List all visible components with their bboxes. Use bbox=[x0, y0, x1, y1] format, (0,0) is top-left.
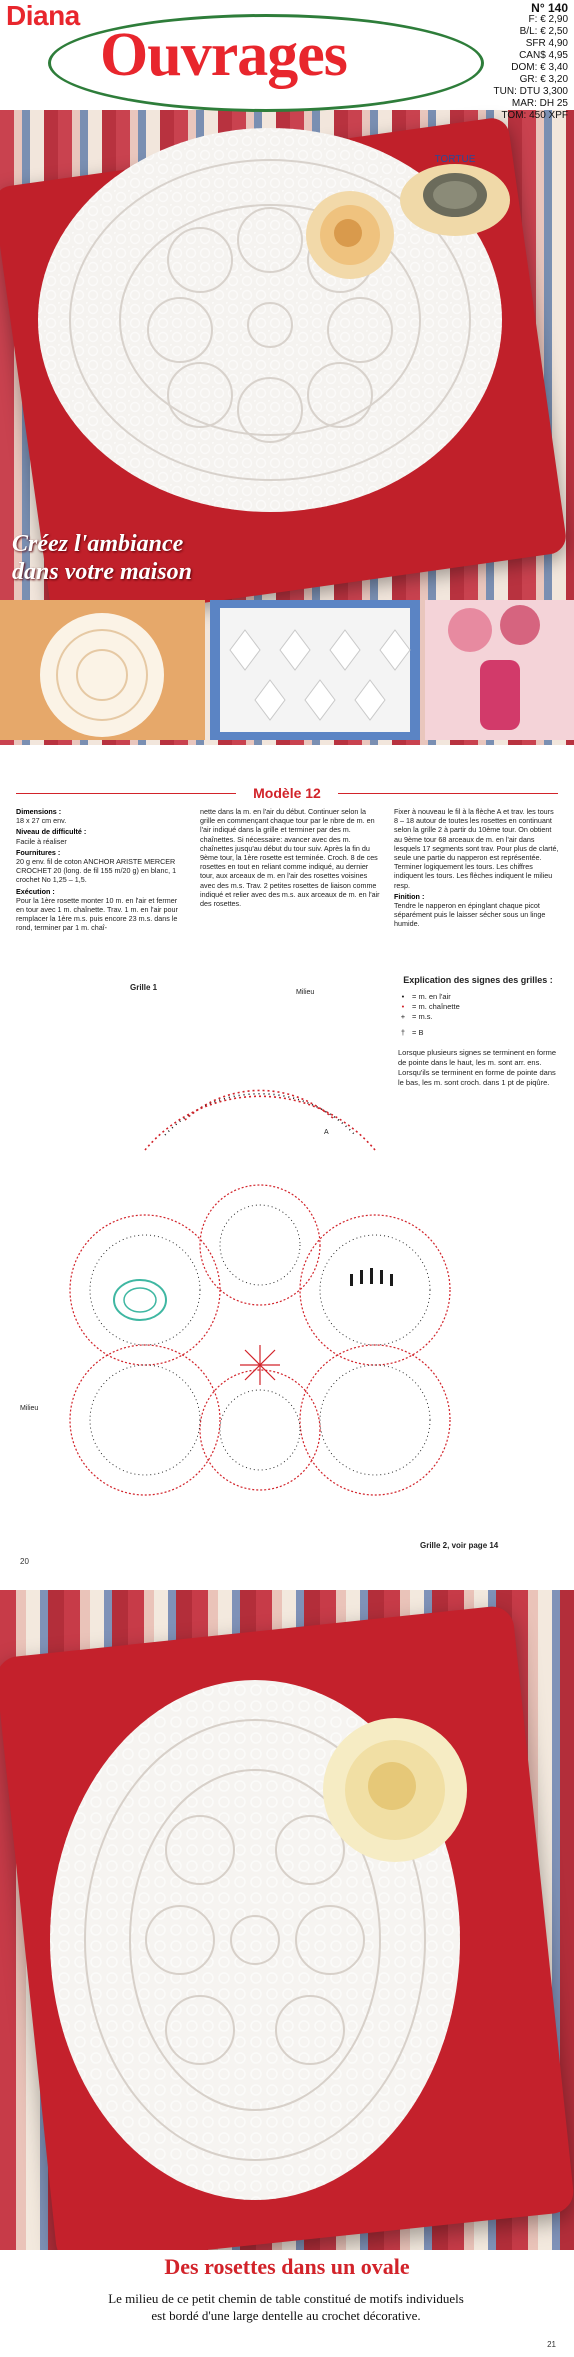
price-line: F: € 2,90 bbox=[528, 14, 568, 25]
legend-text: = m.s. bbox=[412, 1012, 433, 1021]
execution-label: Exécution : bbox=[16, 886, 55, 896]
price-line: MAR: DH 25 bbox=[511, 98, 568, 109]
model-title: Modèle 12 bbox=[253, 785, 321, 801]
price-line: GR: € 3,20 bbox=[519, 74, 568, 85]
legend-row bbox=[398, 992, 558, 1002]
difficulty-label: Niveau de difficulté : bbox=[16, 827, 87, 837]
supplies-label: Fournitures : bbox=[16, 847, 61, 857]
tagline-line: dans votre maison bbox=[12, 559, 193, 585]
milieu-top-label: Milieu bbox=[296, 989, 315, 996]
legend-text: = m. en l'air bbox=[412, 992, 451, 1001]
legend-row bbox=[398, 1012, 558, 1022]
slip-stitch-icon: • bbox=[401, 1002, 405, 1011]
tortoise-ornament bbox=[395, 150, 515, 240]
vase-image bbox=[425, 600, 574, 740]
price-line: CAN$ 4,95 bbox=[519, 50, 568, 61]
milieu-left-label: Milieu bbox=[20, 1405, 39, 1412]
issue-price-box bbox=[488, 2, 568, 122]
photo-title: Des rosettes dans un ovale bbox=[164, 2254, 410, 2279]
photo-page bbox=[0, 1590, 574, 2357]
finish-value: Tendre le napperon en épinglant chaque picot séparément puis le laisser sécher sous un linge humide. bbox=[394, 901, 546, 929]
finish-label: Finition : bbox=[394, 891, 425, 901]
cover-masthead bbox=[0, 0, 574, 121]
page-number: 21 bbox=[547, 2340, 556, 2349]
grid2-reference: Grille 2, voir page 14 bbox=[420, 1541, 499, 1550]
pattern-page bbox=[0, 745, 574, 1590]
description-line: est bordé d'une large dentelle au crochet décorative. bbox=[151, 2308, 421, 2323]
arrow-a-label: A bbox=[324, 1129, 329, 1136]
description-line: Le milieu de ce petit chemin de table constitué de motifs individuels bbox=[108, 2291, 464, 2306]
instructions-column-1 bbox=[16, 807, 186, 935]
legend-title: Explication des signes des grilles : bbox=[403, 975, 553, 985]
issue-number: N° 140 bbox=[531, 1, 568, 15]
chart-legend bbox=[398, 975, 558, 1088]
price-line: TUN: DTU 3,300 bbox=[493, 86, 568, 97]
price-line: TOM: 450 XPF bbox=[501, 110, 568, 121]
tortoise-stamp-icon bbox=[114, 1280, 166, 1320]
chain-stitch-icon: • bbox=[401, 992, 405, 1001]
thumbnail-lace-curtain bbox=[210, 600, 420, 740]
curtain-image bbox=[210, 600, 420, 740]
photo-caption bbox=[0, 2250, 574, 2357]
difficulty-value: Facile à réaliser bbox=[16, 836, 67, 846]
instructions-column-3 bbox=[394, 807, 559, 931]
rose-icon bbox=[290, 185, 410, 285]
round-doily-image bbox=[0, 600, 205, 740]
double-crochet-icon: † bbox=[400, 1028, 406, 1037]
thumbnail-pink-vase bbox=[425, 600, 574, 740]
tagline-line: Créez l'ambiance bbox=[12, 531, 184, 557]
tortoise-badge: TORTUE bbox=[434, 154, 476, 165]
legend-note: Lorsque plusieurs signes se terminent en forme de pointe dans le haut, les m. sont arr. ens. Lorsqu'ils se terminent en forme de pointe dans le bas, les m. sont croch. dans 1 pt de piqûre. bbox=[398, 1048, 556, 1087]
legend-text: = B bbox=[412, 1028, 424, 1037]
supplies-value: 20 g env. fil de coton ANCHOR ARISTE MERCER CROCHET 20 (long. de fil 155 m/20 g) en blanc, 1 crochet No 1,25 – 1,5. bbox=[16, 857, 177, 885]
instructions-column-2 bbox=[200, 807, 380, 910]
magazine-cover bbox=[0, 0, 574, 745]
cover-tagline bbox=[12, 530, 192, 586]
execution-value: Pour la 1ère rosette monter 10 m. en l'air et fermer en tour avec 1 m. chaînette. Trav. 1 m. en l'air pour remplacer la 1ère m.s. puis encore 23 m.s. dans le rond, terminer par 1 m. chaî- bbox=[16, 895, 178, 933]
price-line: B/L: € 2,50 bbox=[519, 26, 568, 37]
price-line: DOM: € 3,40 bbox=[511, 62, 568, 73]
dimensions-value: 18 x 27 cm env. bbox=[16, 816, 67, 826]
single-crochet-icon: + bbox=[400, 1012, 406, 1021]
thumbnail-orange-doily bbox=[0, 600, 205, 740]
brand-ouvrages: Ouvrages bbox=[100, 21, 347, 89]
grid1-label: Grille 1 bbox=[130, 983, 158, 992]
dimensions-label: Dimensions : bbox=[16, 807, 62, 816]
legend-text: = m. chaînette bbox=[412, 1002, 460, 1011]
legend-row bbox=[398, 1002, 558, 1012]
rose-icon bbox=[310, 1710, 480, 1870]
legend-row bbox=[398, 1028, 558, 1038]
instructions-text: Fixer à nouveau le fil à la flèche A et trav. les tours 8 – 18 autour de toutes les rosettes en continuant selon la grille 2 à partir du 10ème tour. On obtient au 9ème tour 68 arceaux de m. en l'air dans lesquels 17 segments sont trav. Pour plus de clarté, seule une partie du napperon est représentée. Terminer logiquement les tours. Les chiffres indiquent les tours. Les flèches indiquent le milieu resp. bbox=[394, 807, 559, 890]
page-number: 20 bbox=[20, 1557, 29, 1566]
brand-diana: Diana bbox=[6, 0, 80, 31]
price-line: SFR 4,90 bbox=[525, 38, 568, 49]
instructions-text: nette dans la m. en l'air du début. Continuer selon la grille en commençant chaque tour par le nbre de m. en l'air indiqué dans la grille et terminer par des m. chaînettes. Si nécessaire: avancer avec des m. chaînettes jusqu'au début du tour suiv. Après la fin du 9ème tour, la 1ère rosette est terminée. Croch. 8 de ces rosettes en tout en reliant comme indiqué, au dernier tour, aux arceaux de m. en l'air des rosettes voisines avec des m.s. Trav. 2 petites rosettes de liaison comme indiqué et relier avec des m.s. aux arceaux de m. en l'air des rosettes. bbox=[200, 807, 380, 909]
photo-description bbox=[16, 2290, 556, 2324]
